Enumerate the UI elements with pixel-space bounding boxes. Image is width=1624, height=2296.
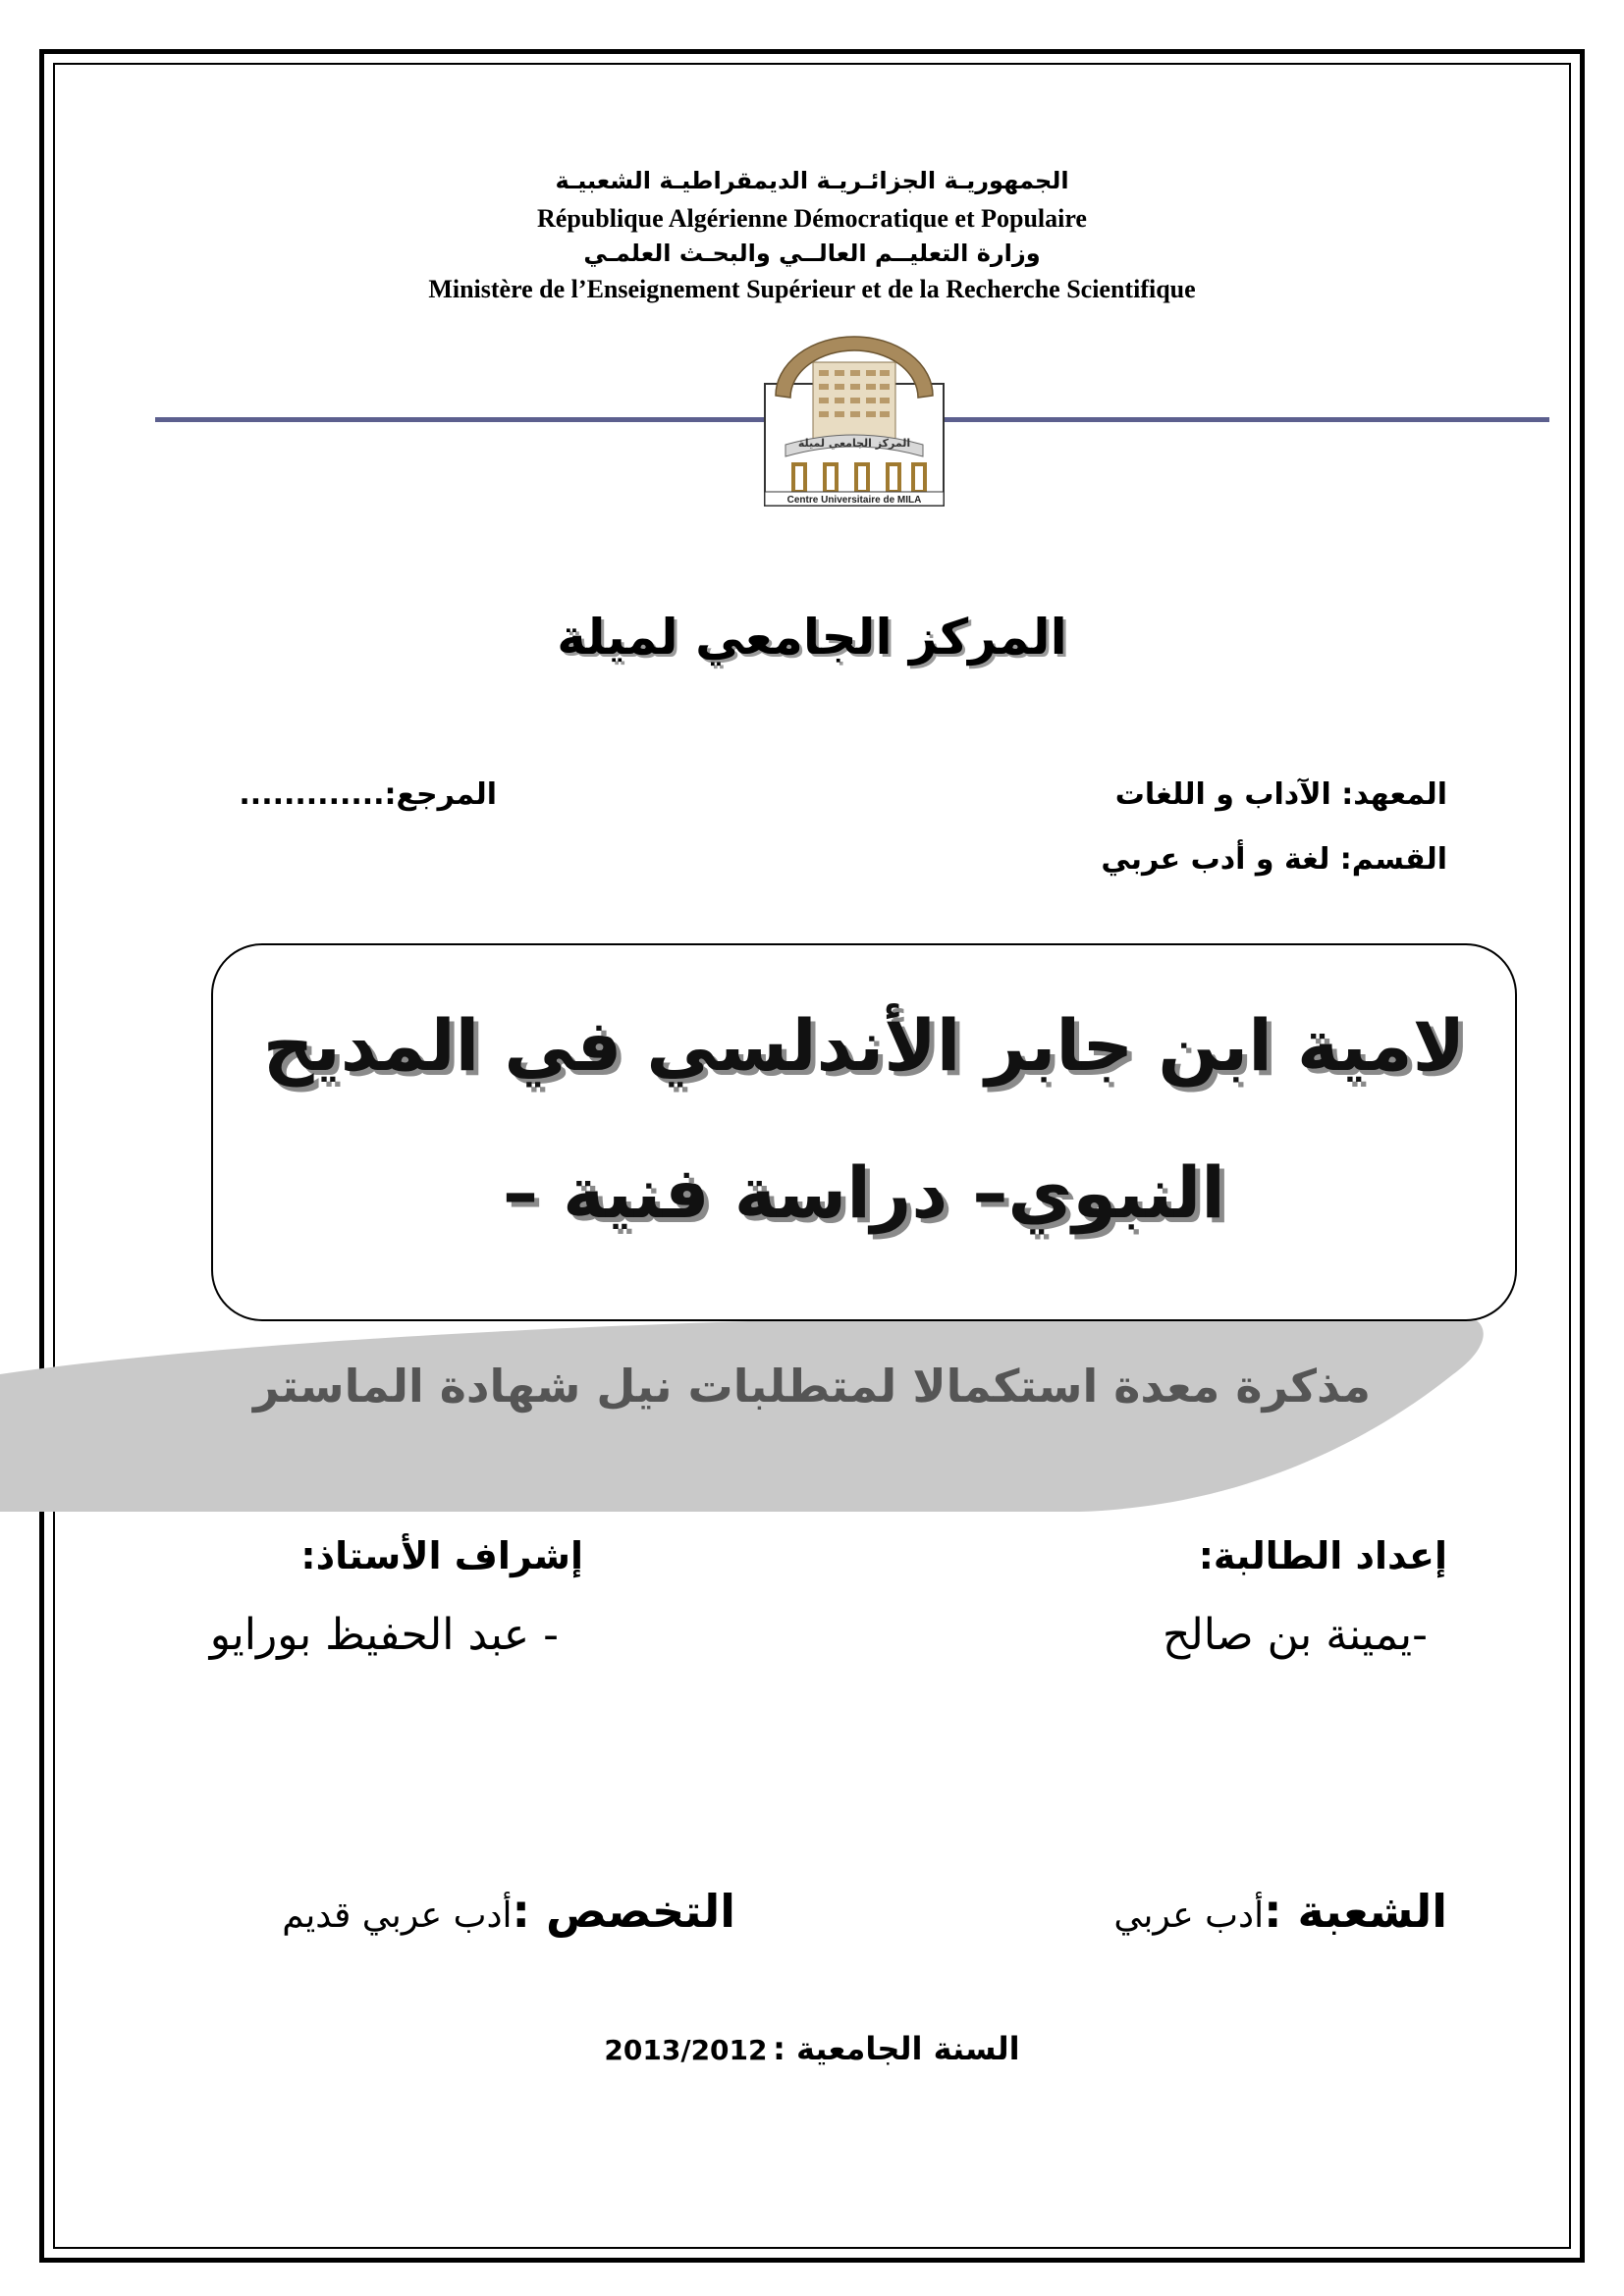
logo-banner-text: المركز الجامعي لميلة — [797, 437, 911, 450]
supervisor-name: - عبد الحفيظ بورايو — [209, 1610, 559, 1660]
academic-year-label: السنة الجامعية : — [773, 2030, 1020, 2067]
thesis-title-line-1: لامية ابن جابر الأندلسي في المديح — [262, 1004, 1466, 1087]
branch-line — [1113, 1885, 1447, 1938]
academic-year-value: 2013/2012 — [604, 2034, 768, 2066]
branch-label: الشعبة : — [1264, 1885, 1447, 1938]
reference-line: المرجع:............. — [239, 777, 497, 812]
institution-name: المركز الجامعي لميلة — [557, 609, 1067, 666]
institute-line: المعهد: الآداب و اللغات — [1114, 777, 1447, 812]
republic-french: République Algérienne Démocratique et Populaire — [537, 204, 1087, 233]
thesis-title-line-2: النبوي– دراسة فنية – — [503, 1151, 1225, 1234]
logo-caption: Centre Universitaire de MILA — [786, 495, 922, 506]
student-label: إعداد الطالبة: — [1198, 1534, 1447, 1577]
specialty-label: التخصص : — [512, 1885, 735, 1938]
ministry-arabic: وزارة التعليــم العالــي والبحـث العلمـي — [583, 240, 1041, 267]
supervisor-label: إشراف الأستاذ: — [300, 1534, 583, 1577]
thesis-title-box — [211, 943, 1517, 1321]
specialty-value: أدب عربي قديم — [282, 1896, 513, 1936]
specialty-line — [282, 1885, 735, 1938]
university-logo — [756, 327, 952, 507]
student-name: -يمينة بن صالح — [1163, 1610, 1428, 1660]
memo-subtitle: مذكرة معدة استكمالا لمتطلبات نيل شهادة الماستر — [252, 1360, 1371, 1413]
republic-arabic: الجمهوريـة الجزائـريـة الديمقراطيـة الشعبيـة — [555, 167, 1069, 194]
ministry-french: Ministère de l’Enseignement Supérieur et de la Recherche Scientifique — [428, 275, 1196, 303]
department-line: القسم: لغة و أدب عربي — [1101, 842, 1447, 877]
academic-year-line — [0, 2030, 1624, 2067]
branch-value: أدب عربي — [1113, 1896, 1265, 1936]
